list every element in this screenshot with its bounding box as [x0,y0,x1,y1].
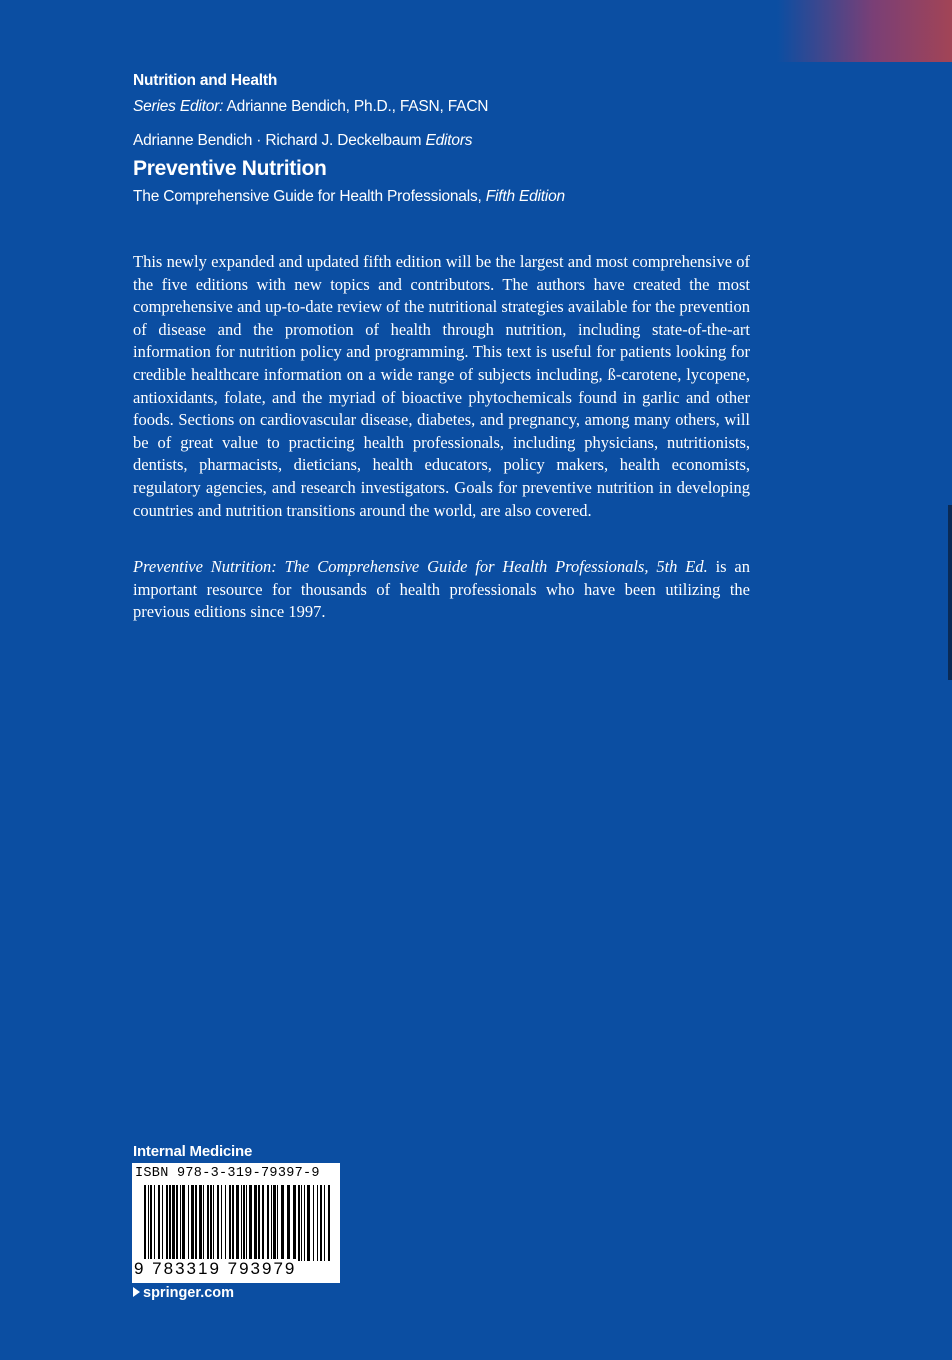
barcode-bar [188,1185,189,1261]
barcode-number: 9 783319 793979 [134,1259,297,1278]
barcode-bar [229,1185,231,1261]
barcode-bar [241,1185,242,1261]
subject-category: Internal Medicine [133,1143,253,1160]
barcode-bar [277,1185,278,1261]
book-subtitle-text: The Comprehensive Guide for Health Professionals, [133,188,482,205]
barcode-bar [144,1185,146,1261]
barcode-bar [199,1185,202,1261]
barcode-bar [254,1185,257,1261]
barcode-bar [262,1185,264,1261]
barcode-bar [191,1185,194,1261]
series-editor [133,98,488,116]
barcode [132,1163,340,1283]
barcode-bar [328,1185,330,1261]
book-title: Preventive Nutrition [133,157,327,180]
barcode-bar [207,1185,209,1261]
barcode-bar [195,1185,197,1261]
isbn-text: ISBN 978-3-319-79397-9 [135,1166,320,1181]
barcode-bar [313,1185,314,1261]
barcode-bar [182,1185,185,1261]
barcode-bar [273,1185,276,1261]
series-editor-name: Adrianne Bendich, Ph.D., FASN, FACN [226,98,489,115]
barcode-bar [287,1185,290,1261]
barcode-bar [236,1185,239,1261]
description-paragraph-1: This newly expanded and updated fifth edition will be the largest and most comprehensive of the five editions with new topics and contributors. The authors have created the most comprehensive and up-to-date review of the nutritional strategies available for the prevention of disease and the promotion of health through nutrition, including state-of-the-art information for nutrition policy and programming. This text is useful for patients looking for credible healthcare information on a wide range of subjects including, ß-carotene, lycopene, antioxidants, folate, and the myriad of bioactive phytochemicals found in garlic and other foods. Sections on cardiovascular disease, diabetes, and pregnancy, among many others, will be of great value to practicing health professionals, including physicians, nutritionists, dentists, pharmacists, dieticians, health educators, policy makers, health economists, regulatory agencies, and research investigators. Goals for preventive nutrition in developing countries and nutrition transitions around the world, are also covered. [133,252,750,520]
book-editors [133,132,472,150]
series-title: Nutrition and Health [133,72,278,89]
barcode-bar [180,1185,181,1261]
barcode-bar [225,1185,226,1261]
barcode-bar [172,1185,175,1261]
barcode-bars [132,1185,340,1269]
series-editor-label: Series Editor: [133,98,224,115]
barcode-bar [169,1185,171,1261]
barcode-bar [243,1185,245,1261]
barcode-bar [232,1185,234,1261]
barcode-bar [217,1185,219,1261]
barcode-bar [320,1185,322,1261]
barcode-bar [293,1185,296,1261]
barcode-bar [154,1185,155,1261]
barcode-bar [249,1185,252,1261]
barcode-bar [304,1185,305,1261]
description-paragraph-2 [133,556,750,624]
book-edition: Fifth Edition [485,188,565,205]
arrow-right-icon [133,1287,140,1297]
barcode-bar [246,1185,247,1261]
barcode-bar [271,1185,272,1261]
barcode-bar [166,1185,168,1261]
publisher-name: springer.com [143,1285,235,1301]
barcode-bar [307,1185,310,1261]
edge-mark [948,505,952,680]
barcode-bar [281,1185,284,1261]
barcode-bar [210,1185,212,1261]
book-subtitle [133,188,565,206]
barcode-bar [317,1185,318,1261]
publisher-link[interactable] [133,1285,234,1301]
barcode-bar [150,1185,152,1261]
description-paragraph-2-text: is an important resource for thousands of health professionals who have been utilizing the previous editions since 1997. [133,557,750,622]
barcode-bar [158,1185,160,1261]
barcode-bar [148,1185,149,1261]
barcode-bar [301,1185,302,1261]
book-editors-role: Editors [425,132,473,149]
barcode-bar [298,1185,300,1261]
barcode-bar [267,1185,269,1261]
barcode-bar [324,1185,325,1261]
book-editors-names: Adrianne Bendich · Richard J. Deckelbaum [133,132,422,149]
barcode-bar [213,1185,214,1261]
description-book-title: Preventive Nutrition: The Comprehensive Guide for Health Professionals, 5th Ed. [133,557,708,576]
barcode-bar [258,1185,260,1261]
barcode-bar [176,1185,178,1261]
barcode-bar [221,1185,222,1261]
barcode-bar [203,1185,204,1261]
barcode-bar [162,1185,163,1261]
corner-accent [777,0,952,62]
